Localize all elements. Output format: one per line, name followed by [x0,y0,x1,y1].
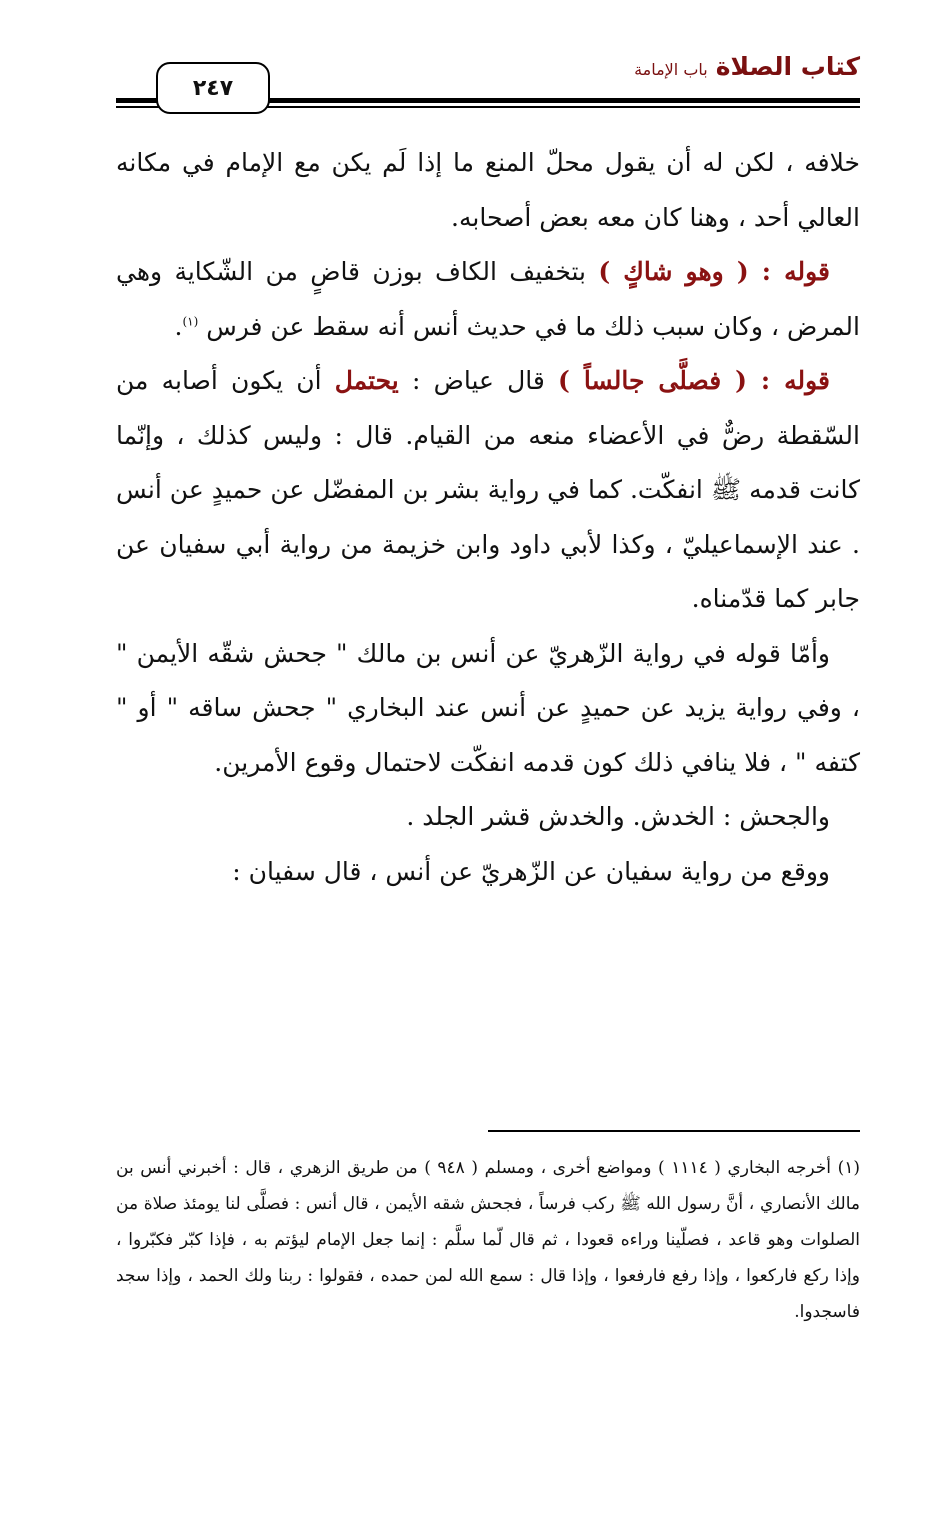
paragraph-2-end: . [174,311,183,341]
commentary-label: قوله : ( وهو شاكٍ ) [598,257,830,286]
paragraph-4: وأمّا قوله في رواية الزّهريّ عن أنس بن مالك " جحش شقّه الأيمن " ، وفي رواية يزيد عن حميدٍ عن أنس عند البخاري " جحش ساقه " أو " كتفه " ، فلا ينافي ذلك كون قدمه انفكّت لاحتمال وقوع الأمرين. [116,638,860,777]
paragraph-2 [116,245,860,354]
highlighted-word: يحتمل [334,366,399,395]
book-title: كتاب الصلاة [715,52,860,81]
paragraph-5: والجحش : الخدش. والخدش قشر الجلد . [406,802,830,831]
paragraph-3-text-a: قال عياض : [398,366,559,395]
paragraph-3-text-b: أن يكون أصابه من السّقطة رضٌّ في الأعضاء منعه من القيام. قال : وليس كذلك ، وإنّما كانت قدمه ﷺ انفكّت. كما في رواية بشر بن المفضّل عن حميدٍ عن أنس . عند الإسماعيليّ ، وكذا لأبي داود وابن خزيمة من رواية أبي سفيان عن جابر كما قدّمناه. [116,366,860,613]
chapter-title: باب الإمامة [634,60,708,79]
footnote-1: (١) أخرجه البخاري ( ١١١٤ ) ومواضع أخرى ، ومسلم ( ٩٤٨ ) من طريق الزهري ، قال : أخبرني أنس بن مالك الأنصاري ، أنَّ رسول الله ﷺ ركب فرساً ، فجحش شقه الأيمن ، قال أنس : فصلَّى لنا يومئذ صلاة من الصلوات وهو قاعد ، فصلّينا وراءه قعودا ، ثم قال لّما سلَّم : إنما جعل الإمام ليؤتم به ، فإذا كبّر فكبّروا ، وإذا ركع فاركعوا ، وإذا رفع فارفعوا ، وإذا قال : سمع الله لمن حمده ، فقولوا : ربنا ولك الحمد ، وإذا سجد فاسجدوا. [116,1158,860,1322]
paragraph-6: ووقع من رواية سفيان عن الزّهريّ عن أنس ، قال سفيان : [232,856,830,886]
main-text [116,136,860,899]
paragraph-1: خلافه ، لكن له أن يقول محلّ المنع ما إذا لَم يكن مع الإمام في مكانه العالي أحد ، وهنا كان معه بعض أصحابه. [116,148,860,232]
running-title [634,52,860,81]
page-number: ٢٤٧ [156,62,270,114]
commentary-label: قوله : ( فصلَّى جالساً ) [558,366,830,395]
footnote-reference[interactable]: (١) [182,314,199,329]
paragraph-3 [116,354,860,627]
footnote-separator [488,1130,860,1132]
page-header [116,40,860,120]
paragraph-2-text: بتخفيف الكاف بوزن قاضٍ من الشّكاية وهي المرض ، وكان سبب ذلك ما في حديث أنس أنه سقط عن فرس [116,257,860,341]
footnotes [116,1150,860,1330]
